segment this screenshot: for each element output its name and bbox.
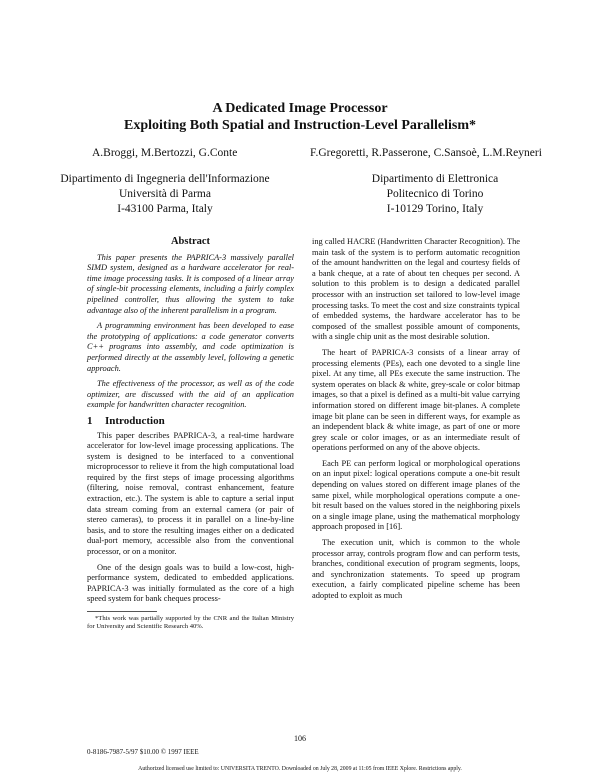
affiliation-right-univ: Politecnico di Torino [386, 188, 484, 200]
body-paragraph: This paper describes PAPRICA-3, a real-time hardware accelerator for low-level image processing applications. The system is designed to be interfaced to a conventional microprocessor to relieve it from the high computational load required by the first steps of image processing algorithms (filtering, noise removal, contrast enhancement, feature extraction, etc.). The system is able to capture a serial input data stream coming from an external camera (or pair of stereo cameras), to process it in parallel on a line-by-line basis, and to store the resulting images either on a dedicated dual-port memory, accessible also from the conventional processor, or on a monitor. [87, 430, 294, 557]
section-number: 1 [87, 414, 93, 427]
authors-right: F.Gregoretti, R.Passerone, C.Sansoè, L.M.Reyneri [310, 147, 542, 159]
section-title: Introduction [105, 414, 165, 427]
body-paragraph: The heart of PAPRICA-3 consists of a linear array of processing elements (PEs), each one devoted to a single line pixel. At any time, all PEs execute the same instruction. The system operates on black & white, grey-scale or color bitmap images, so that a pixel is defined as a multi-bit value carrying information stored on different image bit-planes. A complete image bit plane can be seen in different ways, for example as an independent black & white image, as part of one or more grey scale or color images, or as an intermediate result of operations performed on any of the above objects. [312, 347, 520, 453]
license-notice: Authorized licensed use limited to: UNIVERSITA TRENTO. Downloaded on July 28, 2009 at 11:05 from IEEE Xplore. Restrictions apply. [138, 766, 462, 772]
isbn-line: 0-8186-7987-5/97 $10.00 © 1997 IEEE [87, 748, 199, 756]
affiliation-left-city: I-43100 Parma, Italy [117, 203, 213, 215]
authors-left: A.Broggi, M.Bertozzi, G.Conte [92, 147, 238, 159]
footnote [87, 615, 294, 631]
footnote-divider [87, 611, 157, 612]
affiliation-right [315, 172, 555, 217]
footnote-text: *This work was partially supported by the CNR and the Italian Ministry for University and Scientific Research 40%. [87, 615, 294, 631]
left-column [87, 237, 294, 631]
body-paragraph: Each PE can perform logical or morphological operations on an input pixel: logical operations compute a one-bit result depending on values stored on different image planes of the same pixel, while morphological operations compute a one-bit result based on the values stored in the neighboring pixels on a single image plane, using the mathematical morphology approach proposed in [16]. [312, 458, 520, 532]
paper-title [0, 100, 600, 134]
page-number: 106 [294, 734, 306, 743]
abstract-paragraph: The effectiveness of the processor, as well as of the code optimizer, are discussed with the aid of an application example for handwritten character recognition. [87, 379, 294, 410]
body-paragraph: The execution unit, which is common to the whole processor array, controls program flow and can perform tests, branches, conditional execution of program segments, loops, and synchronization statements. To speed up program execution, a fairly complicated pipeline scheme has been adopted to exploit as much [312, 538, 520, 600]
abstract-body [87, 253, 294, 411]
body-paragraph: ing called HACRE (Handwritten Character Recognition). The main task of the system is to perform automatic recognition of the amount handwritten on the legal and courtesy fields of a bank cheque, at a rate of about ten cheques per second. A solution to this problem is to design a dedicated parallel processor with an instruction set tailored to low-level image processing tasks. To meet the cost and size constraints typical of embedded systems, the hardware accelerator has to be composed of the smallest possible amount of components, with a single chip unit as the most desirable solution. [312, 237, 520, 342]
affiliation-left [30, 172, 300, 217]
affiliation-left-univ: Università di Parma [119, 188, 211, 200]
affiliation-right-dept: Dipartimento di Elettronica [371, 173, 499, 185]
affiliation-left-dept: Dipartimento di Ingegneria dell'Informazione [60, 173, 270, 185]
affiliation-right-city: I-10129 Torino, Italy [386, 203, 484, 215]
paper-title-line-2: Exploiting Both Spatial and Instruction-Level Parallelism* [124, 118, 476, 133]
abstract-paragraph: This paper presents the PAPRICA-3 massively parallel SIMD system, designed as a hardware accelerator for real-time image processing tasks. It is composed of a linear array of single-bit processing elements, including a fairly complex pipelined controller, thus allowing the system to take advantage also of the inherent parallelism in a program. [87, 252, 294, 315]
abstract-heading: Abstract [170, 236, 211, 247]
right-column [312, 237, 520, 607]
section-heading-introduction [87, 416, 294, 427]
abstract-paragraph: A programming environment has been developed to ease the prototyping of applications: a code generator converts C++ programs into assembly, and code optimization is performed directly at the assembly level, following a genetic approach. [87, 321, 294, 373]
body-paragraph: One of the design goals was to build a low-cost, high-performance system, dedicated to embedded applications. PAPRICA-3 was initially formulated as the core of a high speed system for bank cheques process- [87, 562, 294, 604]
paper-title-line-1: A Dedicated Image Processor [212, 101, 388, 116]
